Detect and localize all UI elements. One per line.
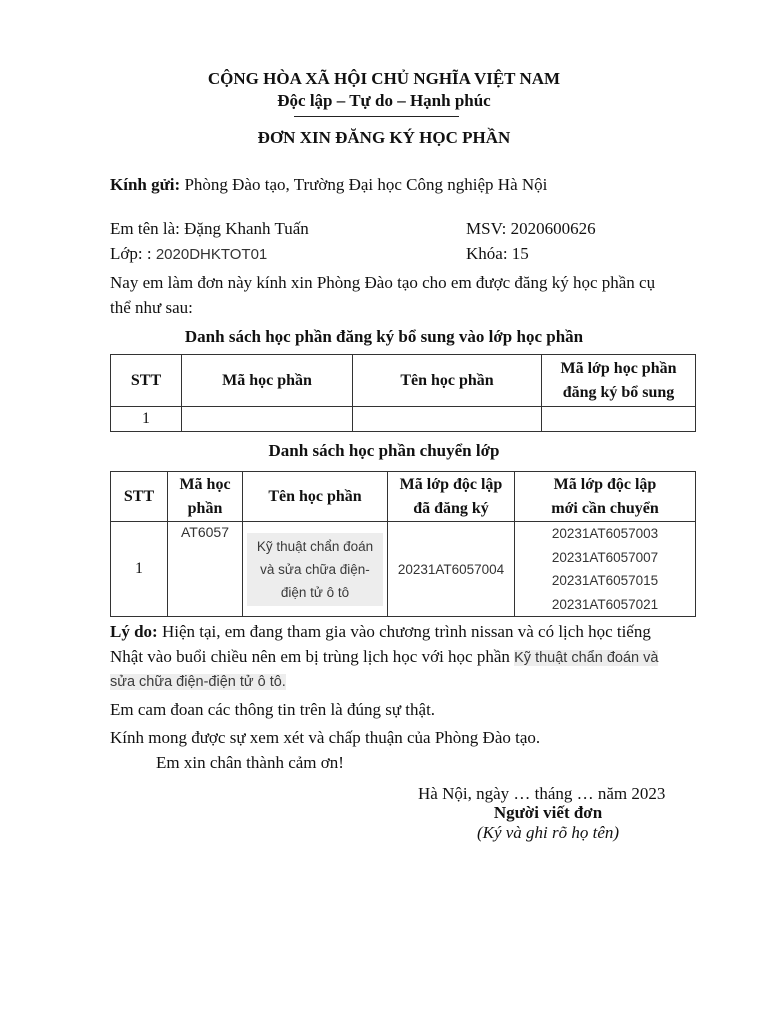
thanks-line: Em xin chân thành cảm ơn!	[156, 753, 344, 772]
table1-header-class-code-l1: Mã lớp học phần	[560, 359, 677, 377]
addressee-line	[110, 174, 547, 196]
student-name-label: Em tên là:	[110, 219, 185, 238]
table2-cell-name-l3: điện tử ô tô	[280, 584, 350, 600]
student-course-label: Khóa:	[466, 244, 512, 263]
table2-header-name: Tên học phần	[243, 472, 388, 522]
student-name-line	[110, 218, 309, 240]
intro-line-1: Nay em làm đơn này kính xin Phòng Đào tạo cho em được đăng ký học phần cụ	[110, 273, 656, 292]
student-course-line	[466, 243, 529, 265]
table2-cell-stt: 1	[111, 522, 168, 617]
table1-cell-name	[353, 407, 542, 432]
table1-header-class-code	[542, 355, 696, 407]
addressee-label: Kính gửi:	[110, 175, 181, 194]
table2-cell-new-classes	[515, 522, 696, 617]
table2-header-code-l1: Mã học	[179, 475, 231, 493]
intro-line-2: thể như sau:	[110, 298, 193, 317]
table2-header-row	[111, 472, 696, 522]
table2-cell-name-l2: và sửa chữa điện-	[260, 561, 370, 577]
reason-line-2	[110, 646, 658, 669]
supplementary-course-table	[110, 354, 696, 432]
table-row	[111, 407, 696, 432]
table-row	[111, 522, 696, 617]
table1-header-name: Tên học phần	[353, 355, 542, 407]
reason-label: Lý do:	[110, 622, 158, 641]
student-name: Đặng Khanh Tuấn	[184, 219, 309, 238]
table1-cell-class-code	[542, 407, 696, 432]
table2-header-code	[168, 472, 243, 522]
table2-header-code-l2: phần	[187, 499, 223, 517]
student-class-line	[110, 243, 267, 266]
table2-header-new	[515, 472, 696, 522]
student-class: 2020DHKTOT01	[155, 246, 268, 263]
reason-text-1: Hiện tại, em đang tham gia vào chương trình nissan và có lịch học tiếng	[157, 622, 651, 641]
table2-cell-registered: 20231AT6057004	[388, 522, 515, 617]
table1-header-row	[111, 355, 696, 407]
table1-header-code: Mã học phần	[182, 355, 353, 407]
table2-header-new-l2: mới cần chuyển	[551, 499, 659, 517]
reason-subject-part-1: Kỹ thuật chẩn đoán và	[514, 650, 659, 666]
class-transfer-table	[110, 471, 696, 617]
student-class-label: Lớp: :	[110, 244, 156, 263]
reason-line-1	[110, 621, 651, 643]
reason-text-2: Nhật vào buổi chiều nên em bị trùng lịch học với học phần	[110, 647, 515, 666]
reason-line-3	[110, 670, 286, 693]
table2-cell-name	[243, 522, 388, 617]
new-class-code: 20231AT6057003	[551, 526, 659, 541]
table2-cell-code: AT6057	[168, 522, 243, 617]
table2-cell-name-highlight	[247, 533, 383, 606]
request-line: Kính mong được sự xem xét và chấp thuận của Phòng Đào tạo.	[110, 728, 541, 747]
student-id: 2020600626	[510, 219, 596, 238]
table1-header-stt: STT	[111, 355, 182, 407]
table1-title: Danh sách học phần đăng ký bổ sung vào lớp học phần	[184, 327, 584, 346]
table2-header-registered-l2: đã đăng ký	[413, 499, 489, 517]
signature-instruction: (Ký và ghi rõ họ tên)	[476, 823, 620, 842]
new-class-code: 20231AT6057015	[551, 573, 659, 588]
pledge-line: Em cam đoan các thông tin trên là đúng sự thật.	[110, 700, 436, 719]
table2-header-new-l1: Mã lớp độc lập	[553, 475, 657, 493]
table2-header-registered	[388, 472, 515, 522]
country-name: CỘNG HÒA XÃ HỘI CHỦ NGHĨA VIỆT NAM	[207, 69, 561, 88]
student-course: 15	[511, 244, 529, 263]
addressee-value: Phòng Đào tạo, Trường Đại học Công nghiệp Hà Nội	[184, 175, 548, 194]
table2-cell-name-l1: Kỹ thuật chẩn đoán	[256, 538, 374, 554]
national-motto: Độc lập – Tự do – Hạnh phúc	[277, 91, 491, 110]
table2-header-registered-l1: Mã lớp độc lập	[399, 475, 503, 493]
date-line: Hà Nội, ngày … tháng … năm 2023	[418, 784, 666, 803]
signer-title: Người viết đơn	[493, 803, 603, 822]
table2-title: Danh sách học phần chuyển lớp	[268, 441, 500, 460]
new-class-code: 20231AT6057007	[551, 549, 659, 565]
new-class-code: 20231AT6057021	[551, 596, 659, 612]
table2-header-stt: STT	[111, 472, 168, 522]
student-id-line	[466, 218, 596, 240]
table1-header-class-code-l2: đăng ký bổ sung	[562, 383, 675, 401]
student-id-label: MSV:	[466, 219, 511, 238]
reason-subject-part-2: sửa chữa điện-điện tử ô tô.	[110, 674, 286, 690]
table1-cell-stt: 1	[111, 407, 182, 432]
document-title: ĐƠN XIN ĐĂNG KÝ HỌC PHẦN	[257, 128, 511, 147]
table1-cell-code	[182, 407, 353, 432]
motto-underline	[294, 116, 459, 117]
